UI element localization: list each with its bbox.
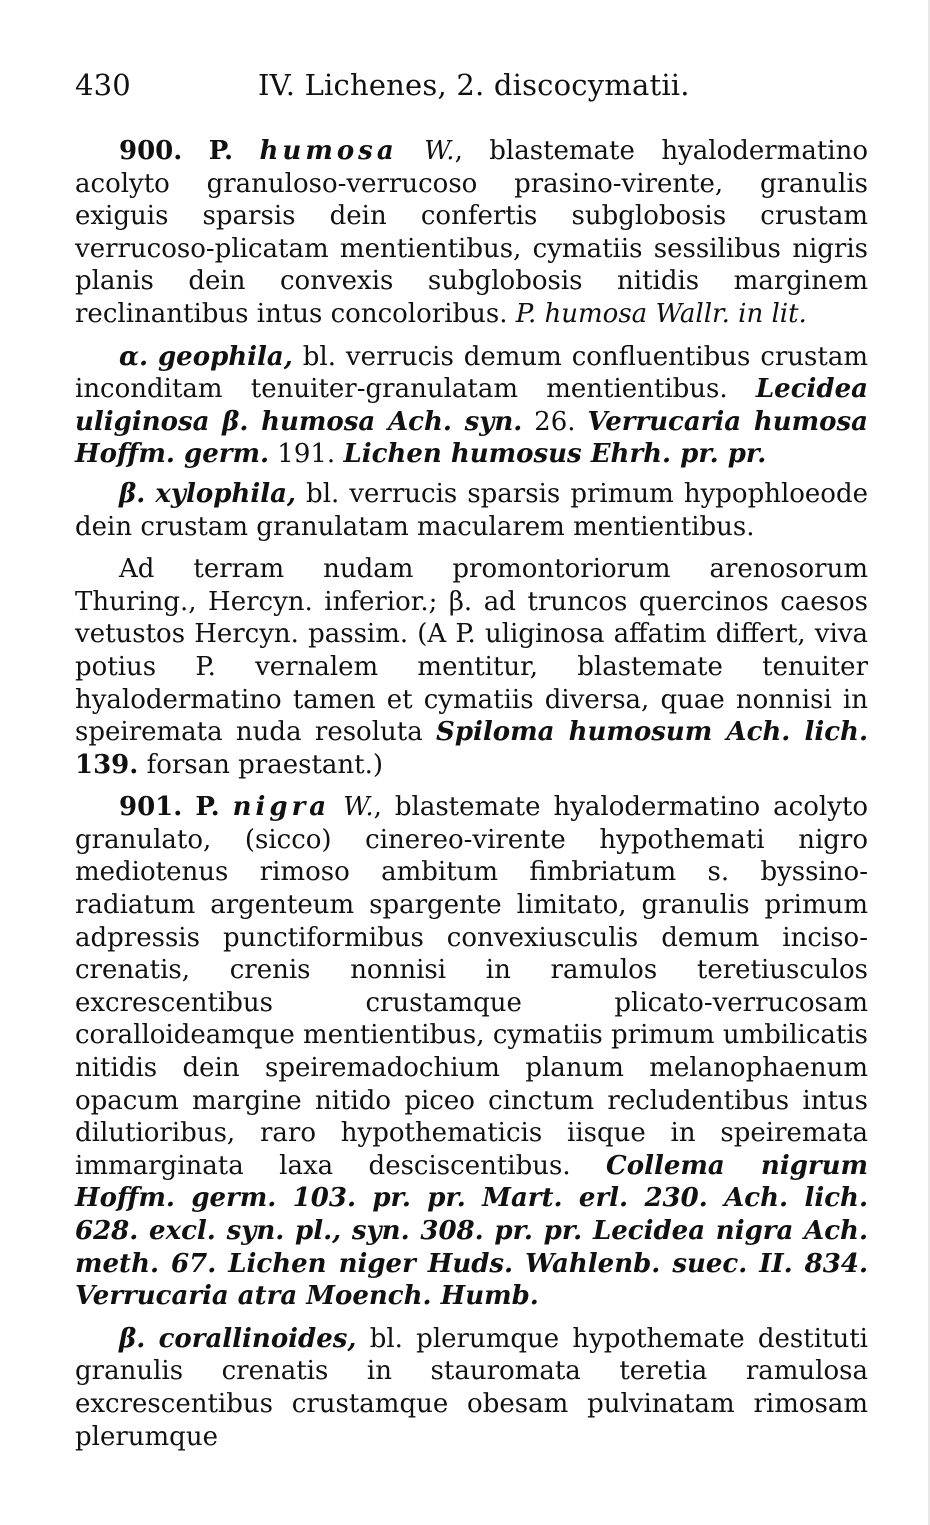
variety-letter: β. bbox=[119, 1323, 146, 1354]
species-reference: P. humosa Wallr. in lit. bbox=[515, 298, 807, 329]
synonym-2: Verrucaria humosa Hoffm. germ. bbox=[75, 406, 868, 470]
entry-900 bbox=[75, 135, 868, 331]
habitat-reference: Spiloma humosum Ach. lich. bbox=[436, 717, 869, 748]
variety-name: xylophila, bbox=[155, 478, 296, 509]
variety-name: geophila, bbox=[158, 341, 293, 372]
text-column bbox=[75, 135, 868, 1453]
synonym-3: Lichen humosus Ehrh. pr. pr. bbox=[343, 439, 767, 470]
variety-description: bl. verrucis sparsis primum hypophloeode dein crustam granulatam macularem mentientibus. bbox=[75, 478, 868, 542]
species-author: W. bbox=[343, 792, 374, 823]
variety-beta bbox=[75, 478, 868, 543]
synonym-2-number: 191. bbox=[269, 439, 344, 470]
variety-beta-901 bbox=[75, 1323, 868, 1453]
habitat-reference-number: 139. bbox=[75, 749, 139, 780]
page-number: 430 bbox=[75, 68, 131, 102]
habitat-text: Ad terram nudam promontoriorum arenosorum Thuring., Hercyn. inferior.; β. ad truncos quercinos caesos vetustos Hercyn. passim. (A P. uliginosa affatim differt, viva potius P. vernalem mentitur, blastemate tenuiter hyalodermatino tamen et cymatiis diversa, quae nonnisi in speiremata nuda resoluta bbox=[75, 554, 868, 748]
variety-description: bl. verrucis demum confluentibus crustam inconditam tenuiter-granulatam mentientibus. bbox=[75, 341, 869, 405]
habitat-note bbox=[75, 553, 868, 781]
species-name: humosa bbox=[259, 136, 398, 166]
running-title: IV. Lichenes, 2. discocymatii. bbox=[258, 68, 690, 102]
species-references: Collema nigrum Hoffm. germ. 103. pr. pr. Mart. erl. 230. Ach. lich. 628. excl. syn. pl., syn. 308. pr. pr. Lecidea nigra Ach. meth. 67. Lichen niger Huds. Wahlenb. suec. II. 834. Verrucaria atra Moench. Humb. bbox=[75, 1150, 869, 1312]
variety-alpha bbox=[75, 341, 868, 471]
variety-name: corallinoides, bbox=[158, 1323, 357, 1354]
variety-description: bl. plerumque hypothemate destituti granulis crenatis in stauromata teretia ramulosa excrescentibus crustamque obesam pulvinatam rimosam plerumque bbox=[75, 1323, 868, 1452]
entry-number: 900. bbox=[119, 136, 183, 166]
species-description: , blastemate hyalodermatino acolyto granulato, (sicco) cinereo-virente hypothemati nigro mediotenus rimoso ambitum fimbriatum s. byssino-radiatum argenteum spargente limitato, granulis primum adpressis punctiformibus convexiusculis demum inciso-crenatis, crenis nonnisi in ramulos teretiusculos excrescentibus crustamque plicato-verrucosam coralloideamque mentientibus, cymatiis primum umbilicatis nitidis dein speiremadochium planum melanophaenum opacum margine nitido piceo cinctum recludentibus intus dilutioribus, raro hypothematicis iisque in speiremata immarginata laxa desciscentibus. bbox=[75, 792, 868, 1181]
species-name: nigra bbox=[232, 792, 331, 823]
genus-abbrev: P. bbox=[208, 136, 234, 166]
genus-abbrev: P. bbox=[195, 792, 220, 823]
running-header bbox=[75, 68, 875, 108]
habitat-tail: forsan praestant.) bbox=[138, 749, 384, 780]
entry-number: 901. bbox=[119, 792, 183, 823]
synonym-1-number: 26. bbox=[522, 406, 588, 437]
variety-letter: α. bbox=[119, 341, 149, 372]
synonym-1: Lecidea uliginosa β. humosa Ach. syn. bbox=[75, 374, 868, 437]
species-author: W. bbox=[424, 136, 455, 166]
entry-901 bbox=[75, 791, 868, 1313]
variety-letter: β. bbox=[119, 478, 146, 509]
species-description: , blastemate hyalodermatino acolyto granuloso-verrucoso prasino-virente, granulis exiguis sparsis dein confertis subglobosis crustam verrucoso-plicatam mentientibus, cymatiis sessilibus nigris planis dein convexis subglobosis nitidis marginem reclinantibus intus concoloribus. bbox=[75, 136, 869, 329]
